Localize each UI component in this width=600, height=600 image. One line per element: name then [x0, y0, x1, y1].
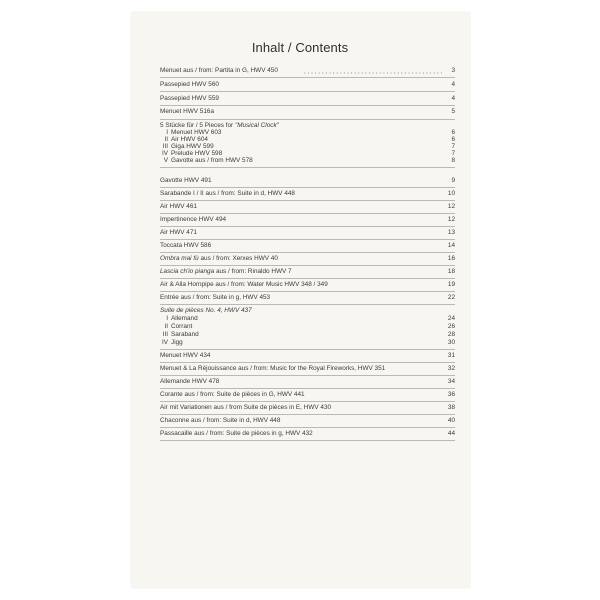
toc-group-header-italic: "Musical Clock" [234, 122, 279, 129]
toc-entry [160, 177, 455, 185]
toc-entry-title: Menuet aus / from: Partita in G, HWV 450 [160, 67, 278, 74]
divider [160, 414, 455, 415]
roman-numeral: III [162, 331, 168, 338]
toc-entry [160, 417, 455, 425]
toc-entry-page: 26 [447, 323, 455, 330]
toc-group-header-italic: Suite de pièces No. 4, HWV 437 [160, 307, 252, 314]
divider [160, 304, 455, 305]
toc-entry-title: Menuet HWV 434 [160, 352, 211, 359]
page-title: Inhalt / Contents [251, 40, 349, 55]
toc-entry [160, 378, 455, 386]
toc-group-header [160, 307, 252, 315]
toc-entry [160, 81, 455, 89]
divider [160, 401, 455, 402]
toc-entry-title: Impertinence HWV 494 [160, 216, 227, 223]
toc-entry-title [160, 255, 278, 263]
toc-entry-page: 8 [451, 157, 455, 164]
toc-entry-title: Gavotte aus / from HWV 578 [171, 157, 253, 164]
toc-entry-title [160, 268, 292, 276]
toc-entry-title: Menuet HWV 603 [171, 129, 222, 136]
roman-numeral: IV [161, 150, 168, 157]
toc-entry-title: Saraband [171, 331, 199, 338]
toc-entry [160, 365, 455, 373]
toc-entry-page: 7 [451, 150, 455, 157]
toc-entry-page: 38 [447, 404, 455, 411]
toc-entry-page: 14 [447, 242, 455, 249]
divider [160, 291, 455, 292]
toc-group-header-plain: 5 Stücke für / 5 Pieces for [160, 122, 235, 129]
toc-entry-title: Air HWV 471 [160, 229, 197, 236]
toc-entry-title: Chaconne aus / from: Suite in d, HWV 448 [160, 417, 281, 424]
toc-entry-page: 12 [447, 216, 455, 223]
toc-subentry [160, 315, 455, 323]
toc-entry-page: 34 [447, 378, 455, 385]
toc-entry [160, 430, 455, 438]
toc-entry-title: Passepied HWV 559 [160, 95, 219, 102]
toc-entry [160, 404, 455, 412]
divider [160, 167, 455, 168]
toc-entry-title: Entrée aus / from: Suite in g, HWV 453 [160, 294, 271, 301]
divider [160, 77, 455, 78]
toc-subentry [160, 323, 455, 331]
toc-entry-title: Air mit Variationen aus / from Suite de pièces in E, HWV 430 [160, 404, 332, 411]
divider [160, 105, 455, 106]
toc-entry-title: Air & Alla Hornpipe aus / from: Water Music HWV 348 / 349 [160, 281, 328, 288]
divider [160, 119, 455, 120]
toc-entry-page: 6 [451, 129, 455, 136]
toc-entry-title: Giga HWV 599 [171, 143, 214, 150]
toc-entry-title: Jigg [171, 339, 183, 346]
toc-entry [160, 352, 455, 360]
divider [160, 226, 455, 227]
toc-entry-page: 12 [447, 203, 455, 210]
toc-entry-page: 7 [451, 143, 455, 150]
aria-title: Lascia ch'io pianga [160, 268, 215, 275]
toc-entry-title: Menuet HWV 516a [160, 108, 214, 115]
toc-entry [160, 67, 455, 75]
aria-title: Ombra mai fù [160, 255, 199, 262]
toc-entry-title: Toccata HWV 586 [160, 242, 212, 249]
toc-entry-title: Allemand [171, 315, 198, 322]
divider [160, 440, 455, 441]
toc-entry [160, 108, 455, 116]
toc-entry [160, 229, 455, 237]
divider [160, 375, 455, 376]
toc-entry-page: 4 [451, 95, 455, 102]
roman-numeral: II [164, 136, 168, 143]
toc-entry-page: 19 [447, 281, 455, 288]
divider [160, 388, 455, 389]
toc-entry-title: Allemande HWV 478 [160, 378, 220, 385]
divider [160, 213, 455, 214]
toc-entry-page: 16 [447, 255, 455, 262]
divider [160, 278, 455, 279]
toc-entry-title: Air HWV 604 [171, 136, 208, 143]
toc-entry-page: 9 [451, 177, 455, 184]
toc-entry-page: 40 [447, 417, 455, 424]
toc-entry [160, 95, 455, 103]
divider [160, 362, 455, 363]
dot-leader [303, 67, 443, 75]
roman-numeral: V [163, 157, 168, 164]
divider [160, 349, 455, 350]
toc-entry [160, 268, 455, 276]
toc-entry-page: 28 [447, 331, 455, 338]
toc-subentry [160, 331, 455, 339]
toc-entry-page: 4 [451, 81, 455, 88]
toc-entry [160, 216, 455, 224]
toc-entry-page: 6 [451, 136, 455, 143]
toc-entry-title: Corante aus / from: Suite de pièces in G, HWV 441 [160, 391, 305, 398]
toc-entry [160, 391, 455, 399]
toc-entry-page: 44 [447, 430, 455, 437]
toc-entry-page: 31 [447, 352, 455, 359]
divider [160, 252, 455, 253]
toc-entry-page: 36 [447, 391, 455, 398]
divider [160, 187, 455, 188]
toc-entry-title: Menuet & La Réjouissance aus / from: Music for the Royal Fireworks, HWV 351 [160, 365, 386, 372]
toc-entry-source: aus / from: Rinaldo HWV 7 [214, 268, 292, 275]
toc-entry-page: 22 [447, 294, 455, 301]
roman-numeral: III [162, 143, 168, 150]
toc-entry-page: 32 [447, 365, 455, 372]
toc-entry-page: 24 [447, 315, 455, 322]
toc-subentry [160, 339, 455, 347]
divider [160, 239, 455, 240]
toc-entry-page: 18 [447, 268, 455, 275]
roman-numeral: II [164, 323, 168, 330]
toc-entry-page: 13 [447, 229, 455, 236]
divider [160, 200, 455, 201]
toc-entry [160, 203, 455, 211]
toc-entry-title: Prelude HWV 598 [171, 150, 223, 157]
toc-entry [160, 190, 455, 198]
toc-subentry [160, 157, 455, 165]
divider [160, 91, 455, 92]
toc-entry [160, 281, 455, 289]
divider [160, 427, 455, 428]
toc-entry-page: 3 [451, 67, 455, 74]
toc-entry [160, 242, 455, 250]
toc-entry-title: Air HWV 461 [160, 203, 197, 210]
toc-entry-title: Gavotte HWV 491 [160, 177, 212, 184]
toc-entry-title: Sarabande I / II aus / from: Suite in d, HWV 448 [160, 190, 295, 197]
toc-entry-title: Passepied HWV 560 [160, 81, 219, 88]
roman-numeral: I [166, 129, 168, 136]
toc-entry-page: 10 [447, 190, 455, 197]
roman-numeral: IV [161, 339, 168, 346]
toc-entry-page: 30 [447, 339, 455, 346]
toc-entry-title: Corrant [171, 323, 193, 330]
toc-entry-page: 5 [451, 108, 455, 115]
toc-entry-source: aus / from: Xerxes HWV 40 [198, 255, 278, 262]
divider [160, 265, 455, 266]
toc-entry [160, 255, 455, 263]
toc-entry [160, 294, 455, 302]
toc-entry-title: Passacaille aus / from: Suite de pièces in g, HWV 432 [160, 430, 313, 437]
roman-numeral: I [166, 315, 168, 322]
